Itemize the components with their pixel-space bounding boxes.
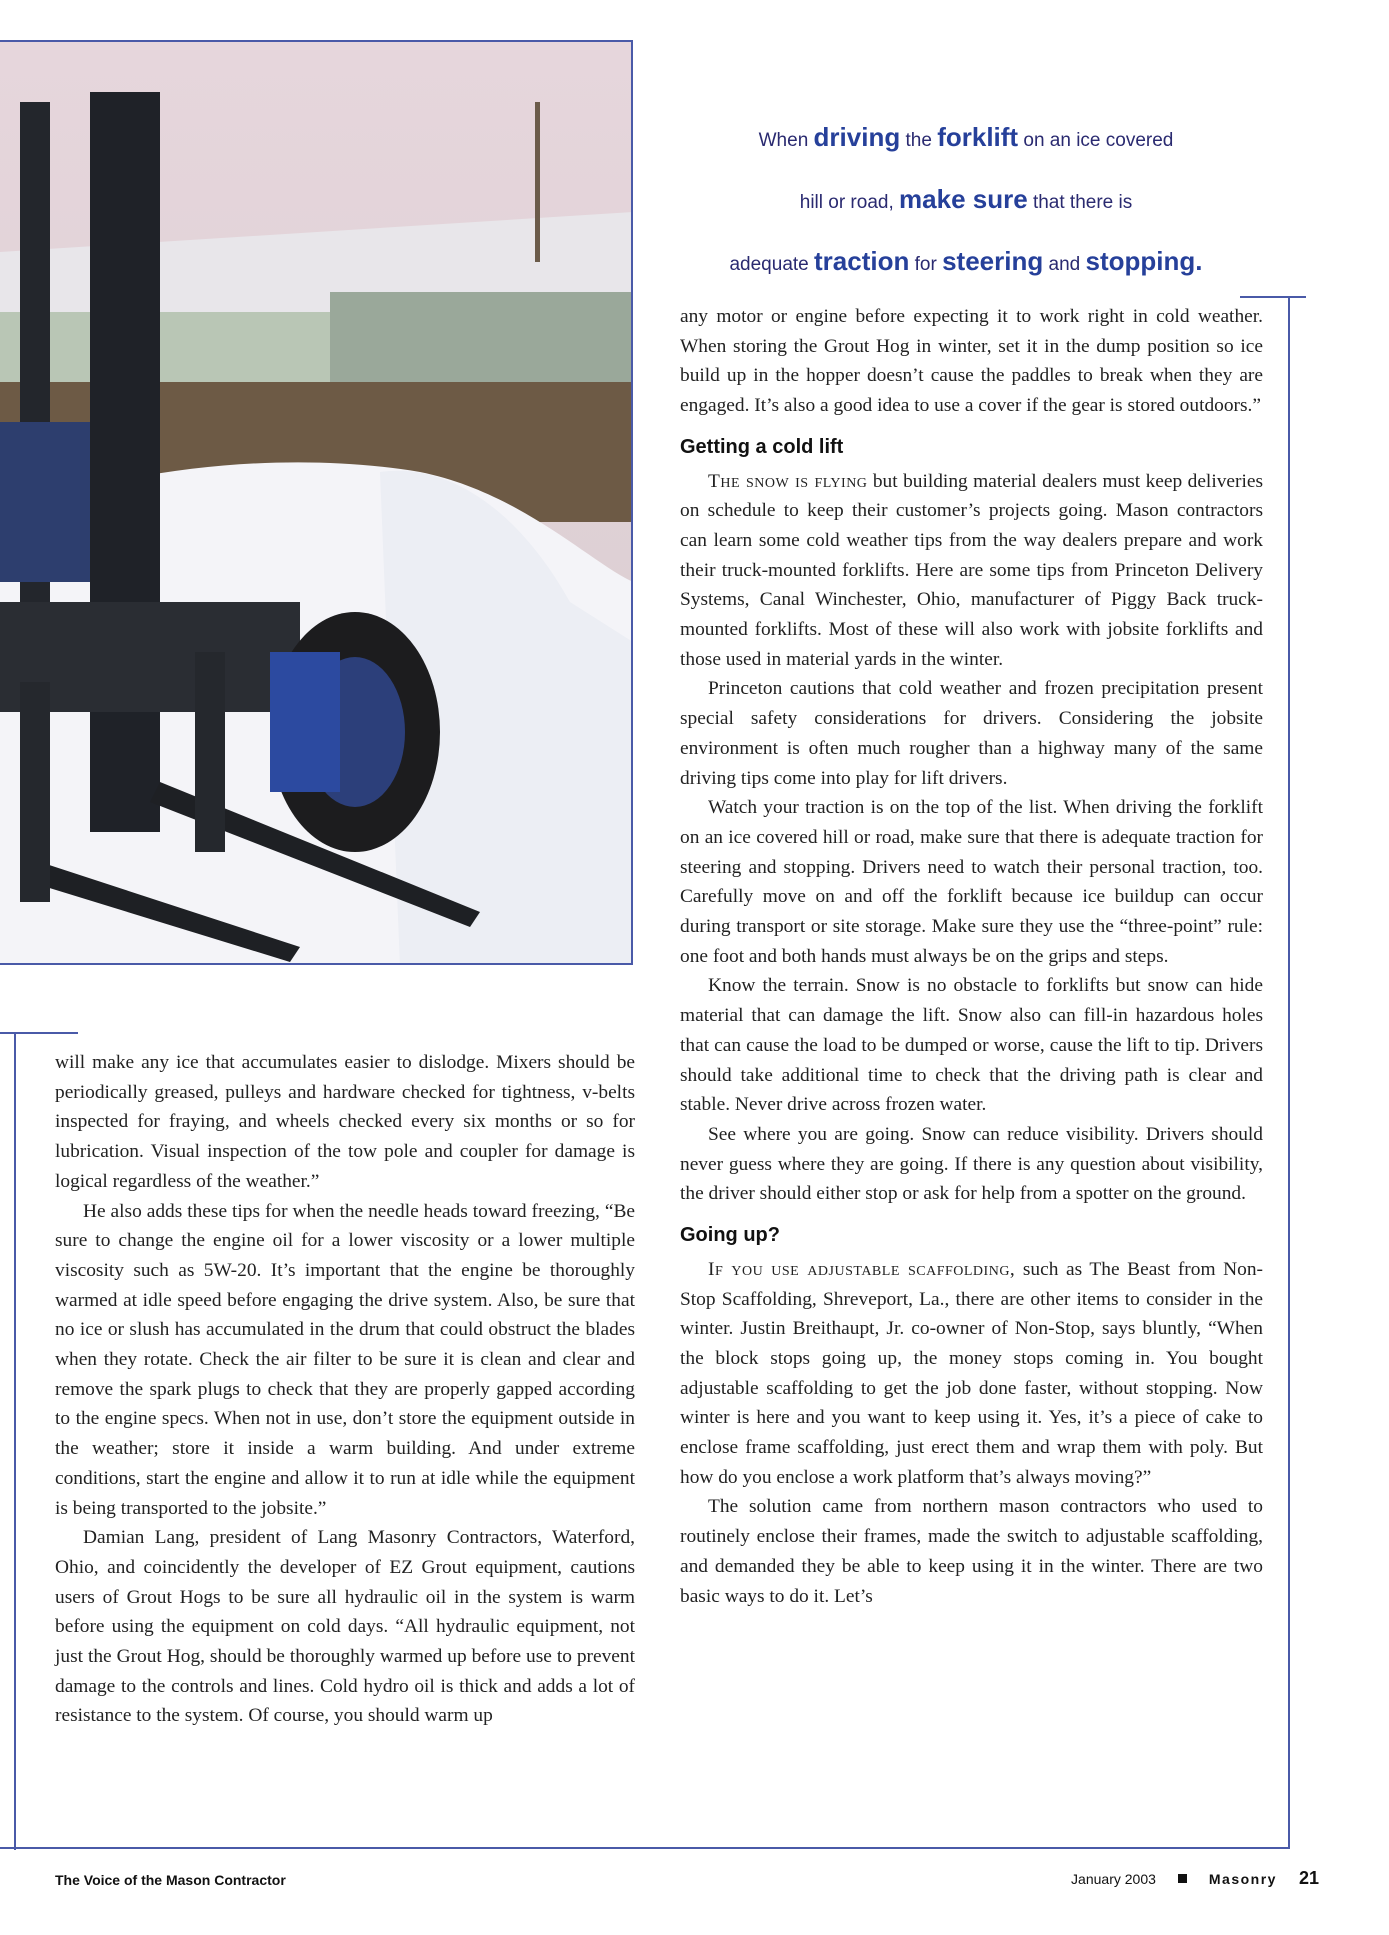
page-number: 21 [1298,1868,1319,1888]
lead-in: The snow is flying [708,470,868,492]
pull-quote-line-2 [666,170,1266,232]
pull-quote-text: that there is [1027,192,1133,213]
footer-tagline: The Voice of the Mason Contractor [55,1872,286,1888]
pull-quote-text: When [758,130,814,151]
section-heading: Getting a cold lift [680,435,844,458]
lead-in: If you use adjustable scaffolding, [708,1258,1016,1280]
pull-quote-emphasis: steering [942,246,1044,276]
paragraph [680,467,1263,675]
paragraph: will make any ice that accumulates easier to dislodge. Mixers should be periodically greased, pulleys and hardware checked for tightness, v-belts inspected for fraying, and wheels checked every six months or so for lubrication. Visual inspection of the tow pole and coupler for damage is logical regardless of the weather.” [55,1052,635,1192]
pull-quote-line-3 [666,232,1266,294]
paragraph: See where you are going. Snow can reduce visibility. Drivers should never guess where they are going. If there is any question about visibility, the driver should either stop or ask for help from a spotter on the ground. [680,1123,1263,1205]
left-column [55,1048,635,1731]
issue-date: January 2003 [1071,1870,1156,1887]
paragraph: Damian Lang, president of Lang Masonry Contractors, Waterford, Ohio, and coincidently the developer of EZ Grout equipment, cautions users of Grout Hogs to be sure all hydraulic oil in the system is warm before using the equipment on cold days. “All hydraulic equipment, not just the Grout Hog, should be thoroughly warmed up before use to prevent damage to the controls and lines. Cold hydro oil is thick and adds a lot of resistance to the system. Of course, you should warm up [55,1527,635,1727]
paragraph [680,1255,1263,1493]
forklift-photo [0,40,633,965]
pull-quote-text: and [1043,254,1086,275]
paragraph: Know the terrain. Snow is no obstacle to forklifts but snow can hide material that can damage the lift. Snow also can fill-in hazardous holes that can cause the load to be dumped or worse, cause the lift to tip. Drivers should take additional time to check that the driving path is clear and stable. Never drive across frozen water. [680,975,1263,1116]
right-column [680,302,1263,1611]
square-bullet-icon [1178,1874,1187,1883]
footer-info [1071,1868,1319,1889]
pull-quote-emphasis: driving [813,122,901,152]
pull-quote-text: on an ice covered [1018,130,1174,151]
pull-quote-emphasis: traction [814,246,910,276]
magazine-name: Masonry [1208,1870,1277,1887]
pull-quote-emphasis: forklift [937,122,1019,152]
pull-quote-text: hill or road, [799,192,900,213]
paragraph: The solution came from northern mason contractors who used to routinely enclose their frames, made the switch to adjustable scaffolding, and demanded they be able to keep using it in the winter. There are two basic ways to do it. Let’s [680,1496,1263,1607]
section-heading: Going up? [680,1224,780,1247]
right-column-top-rule [1240,296,1306,298]
left-column-side-rule [14,1032,16,1850]
paragraph: He also adds these tips for when the needle heads toward freezing, “Be sure to change the engine oil for a lower viscosity or a lower multiple viscosity such as 5W-20. It’s important that the engine be thoroughly warmed at idle speed before engaging the drive system. Also, be sure that no ice or slush has accumulated in the drum that could obstruct the blades when they rotate. Check the air filter to be sure it is clean and clear and remove the spark plugs to check that they are properly gapped according to the engine specs. When not in use, don’t store the equipment outside in the weather; store it inside a warm building. And under extreme conditions, start the engine and allow it to run at idle while the equipment is being transported to the jobsite.” [55,1200,635,1519]
paragraph-text: such as The Beast from Non-Stop Scaffolding, Shreveport, La., there are other items to consider in the winter. Justin Breithaupt, Jr. co-owner of Non-Stop, says bluntly, “When the block stops going up, the money stops coming in. You bought adjustable scaffolding to get the job done faster, without stopping. Now winter is here and you want to keep using it. Yes, it’s a piece of cake to enclose frame scaffolding, just erect them and wrap them with poly. But how do you enclose a work platform that’s always moving?” [680,1258,1263,1488]
paragraph-text: but building material dealers must keep deliveries on schedule to keep their customer’s projects going. Mason contractors can learn some cold weather tips from the way dealers prepare and work their truck-mounted forklifts. Here are some tips from Princeton Delivery Systems, Canal Winchester, Ohio, manufacturer of Piggy Back truck-mounted forklifts. Most of these will also work with jobsite forklifts and those used in material yards in the winter. [680,470,1264,670]
left-column-top-rule [0,1032,78,1034]
right-column-side-rule [1288,296,1290,1849]
bottom-rule [0,1847,1290,1849]
pull-quote-text: the [900,130,938,151]
paragraph: Princeton cautions that cold weather and frozen precipitation present special safety considerations for drivers. Considering the jobsite environment is often much rougher than a highway many of the same driving tips come into play for lift drivers. [680,678,1263,789]
pull-quote-line-1 [666,108,1266,170]
pull-quote-emphasis: stopping. [1085,246,1203,276]
pull-quote [666,108,1266,294]
paragraph: any motor or engine before expecting it to work right in cold weather. When storing the Grout Hog in winter, set it in the dump position so ice build up in the hopper doesn’t cause the paddles to break when they are engaged. It’s also a good idea to use a cover if the gear is stored outdoors.” [680,306,1263,417]
pull-quote-text: adequate [729,254,815,275]
pull-quote-emphasis: make sure [899,184,1028,214]
pull-quote-text: for [909,254,943,275]
paragraph: Watch your traction is on the top of the list. When driving the forklift on an ice covered hill or road, make sure that there is adequate traction for steering and stopping. Drivers need to watch their personal traction, too. Carefully move on and off the forklift because ice buildup can occur during transport or site storage. Make sure they use the “three-point” rule: one foot and both hands must always be on the grips and steps. [680,797,1263,967]
